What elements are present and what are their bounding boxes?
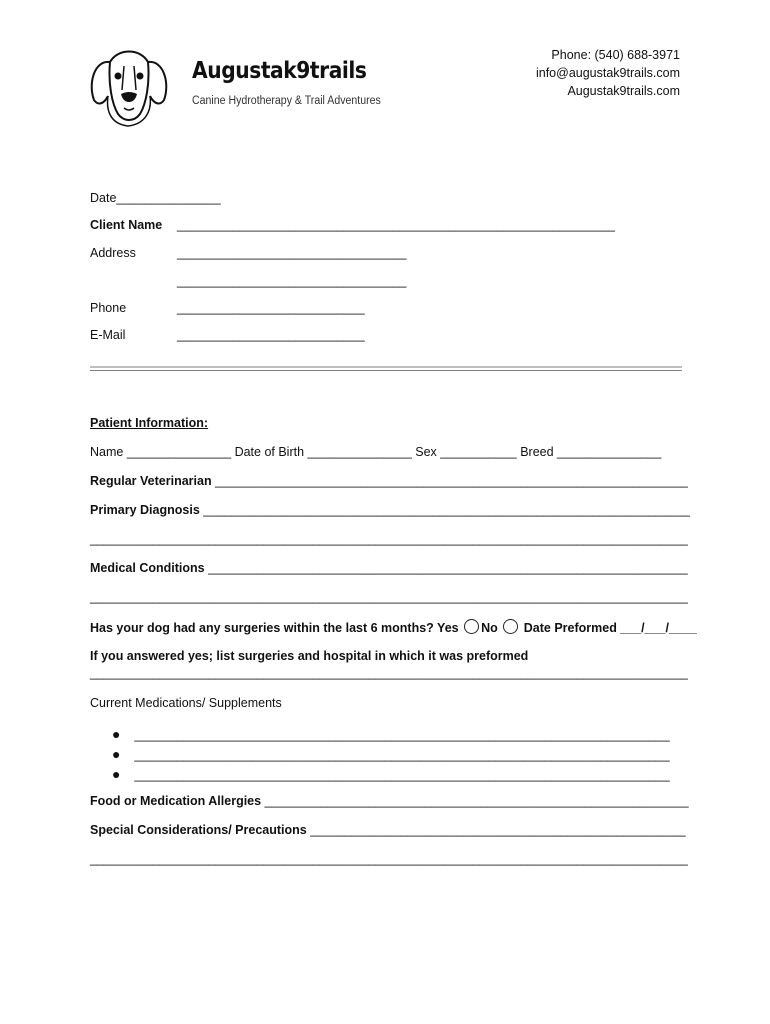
email-label: E-Mail [90, 328, 126, 342]
medication-field[interactable]: _____________________________________________________________________________ [134, 768, 670, 782]
section-divider [90, 366, 682, 371]
vet-row[interactable] [90, 474, 688, 488]
surgery-yes-radio[interactable] [464, 619, 479, 634]
surgery-no-label: No [481, 621, 498, 635]
contact-email[interactable]: info@augustak9trails.com [535, 66, 680, 80]
medication-field[interactable]: _____________________________________________________________________________ [134, 748, 670, 762]
logo [88, 44, 170, 128]
address-field-line1[interactable]: _________________________________ [177, 246, 407, 260]
brand-name: Augustak9trails [192, 58, 367, 84]
medication-field[interactable]: _____________________________________________________________________________ [134, 728, 670, 742]
allergies-field[interactable]: _____________________________________________________________ [261, 794, 689, 808]
diagnosis-row[interactable] [90, 503, 690, 517]
client-name-field[interactable]: _______________________________________________________________ [177, 218, 615, 232]
patient-name-row[interactable]: Name _______________ Date of Birth _______________ Sex ___________ Breed _______________ [90, 445, 662, 459]
address-label: Address [90, 246, 136, 260]
special-label: Special Considerations/ Precautions [90, 823, 307, 837]
medications-label: Current Medications/ Supplements [90, 696, 282, 710]
special-row[interactable] [90, 823, 686, 837]
bullet-icon: ● [112, 766, 121, 782]
beagle-head-icon [88, 44, 170, 128]
diagnosis-field[interactable]: ______________________________________________________________________ [199, 503, 690, 517]
surgery-question: Has your dog had any surgeries within the last 6 months? Yes [90, 621, 459, 635]
contact-website[interactable]: Augustak9trails.com [567, 84, 680, 98]
patient-info-heading: Patient Information: [90, 416, 209, 430]
surgery-followup-label: If you answered yes; list surgeries and hospital in which it was preformed [90, 649, 529, 663]
brand-tagline: Canine Hydrotherapy & Trail Adventures [192, 95, 381, 107]
client-name-label: Client Name [90, 218, 163, 232]
surgery-date-field[interactable]: Date Preformed ___/___/____ [523, 621, 697, 635]
conditions-label: Medical Conditions [90, 561, 205, 575]
allergies-row[interactable] [90, 794, 689, 808]
surgery-row [90, 619, 697, 635]
vet-label: Regular Veterinarian [90, 474, 212, 488]
bullet-icon: ● [112, 726, 121, 742]
conditions-extra-line[interactable]: ______________________________________________________________________________________ [90, 590, 688, 604]
address-field-line2[interactable]: _________________________________ [177, 274, 407, 288]
bullet-icon: ● [112, 746, 121, 762]
vet-field[interactable]: ____________________________________________________________________ [211, 474, 688, 488]
date-field[interactable]: Date_______________ [90, 191, 221, 205]
special-extra-line[interactable]: ______________________________________________________________________________________ [90, 852, 688, 866]
phone-field[interactable]: ___________________________ [177, 301, 365, 315]
phone-label: Phone [90, 301, 127, 315]
surgery-list-field[interactable]: ______________________________________________________________________________________ [90, 666, 688, 680]
diagnosis-extra-line[interactable]: ______________________________________________________________________________________ [90, 532, 688, 546]
conditions-row[interactable] [90, 561, 688, 575]
allergies-label: Food or Medication Allergies [90, 794, 262, 808]
special-field[interactable]: ______________________________________________________ [306, 823, 686, 837]
medication-item[interactable] [112, 746, 670, 762]
medication-item[interactable] [112, 726, 670, 742]
contact-phone: Phone: (540) 688-3971 [551, 48, 680, 62]
medication-item[interactable] [112, 766, 670, 782]
email-field[interactable]: ___________________________ [177, 328, 365, 342]
conditions-field[interactable]: _____________________________________________________________________ [204, 561, 688, 575]
diagnosis-label: Primary Diagnosis [90, 503, 200, 517]
surgery-no-radio[interactable] [503, 619, 518, 634]
